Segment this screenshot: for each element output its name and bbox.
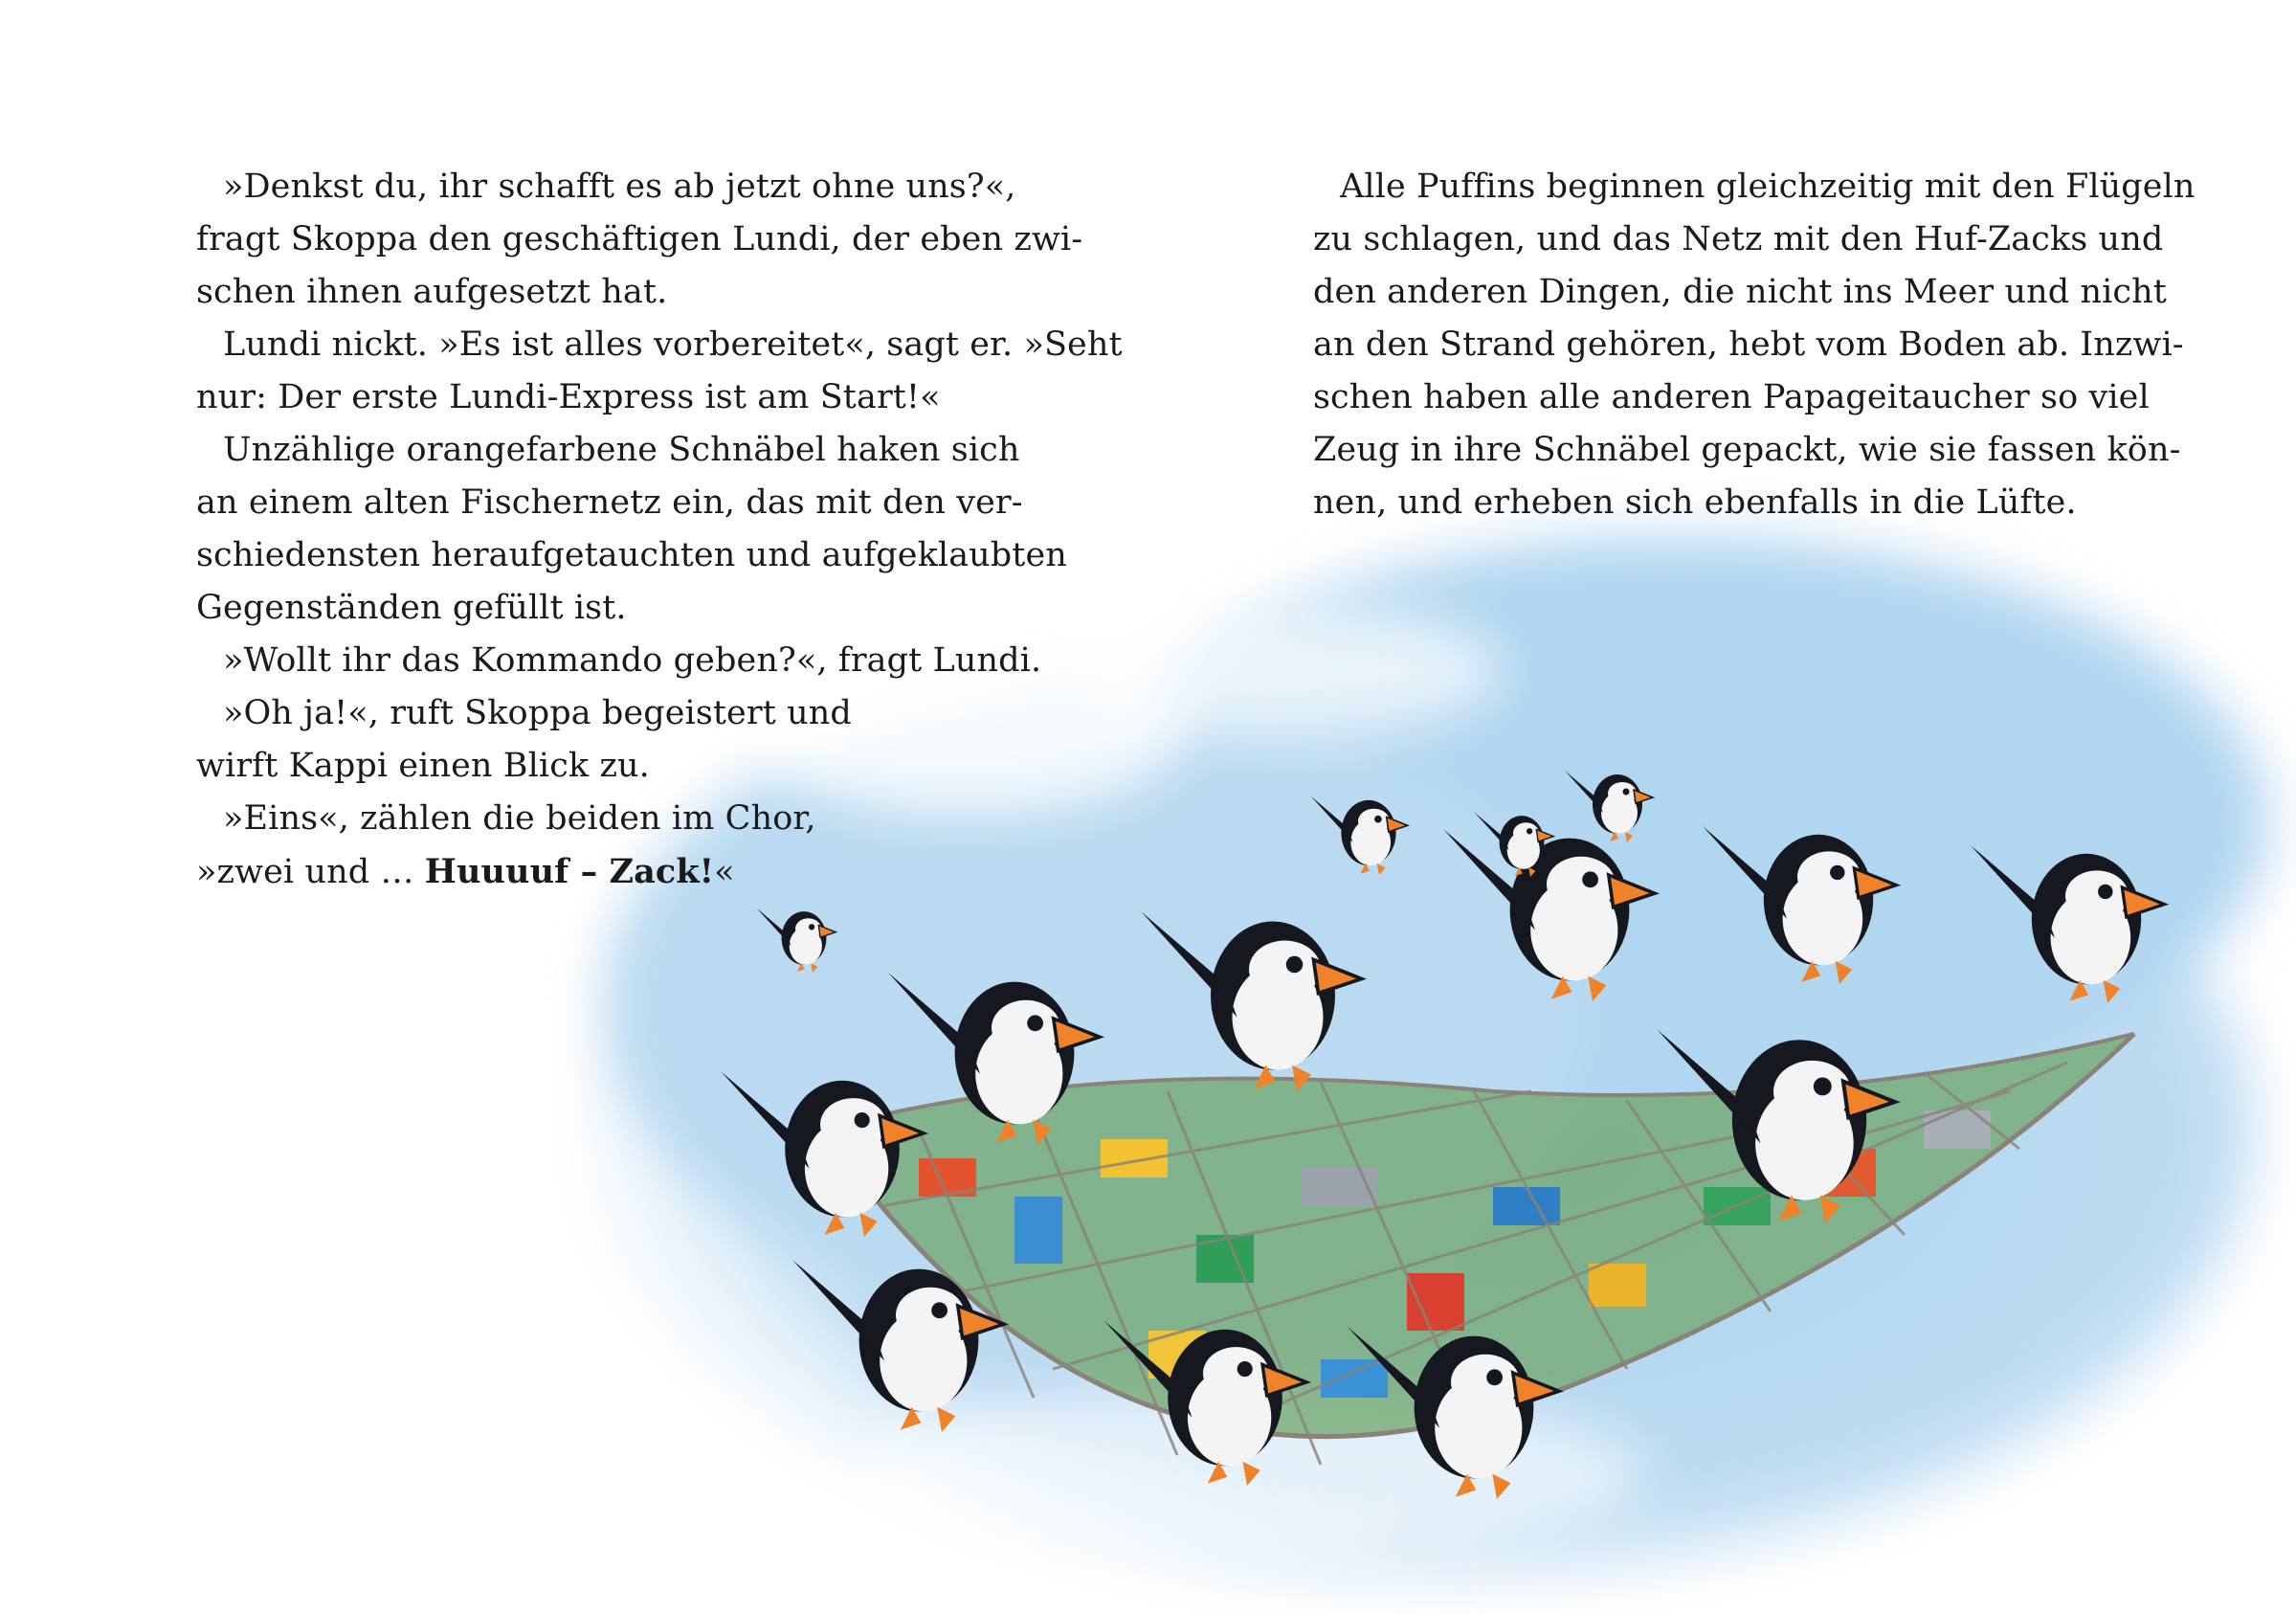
text-line: nur: Der erste Lundi-Express ist am Start!« — [196, 378, 941, 416]
text-line: »Eins«, zählen die beiden im Chor, — [223, 799, 816, 838]
right-page-text — [1313, 161, 2196, 529]
text-line: Zeug in ihre Schnäbel gepackt, wie sie fassen kön- — [1313, 431, 2181, 469]
text-line: fragt Skoppa den geschäftigen Lundi, der eben zwi- — [196, 220, 1083, 258]
text-line: an den Strand gehören, hebt vom Boden ab. Inzwi- — [1313, 325, 2184, 364]
text-line: schen ihnen aufgesetzt hat. — [196, 273, 668, 311]
text-line: Lundi nickt. »Es ist alles vorbereitet«, sagt er. »Seht — [223, 325, 1123, 364]
text-line: Gegenständen gefüllt ist. — [196, 589, 627, 627]
text-line: Unzählige orangefarbene Schnäbel haken sich — [223, 431, 1020, 469]
final-line-suffix: « — [714, 853, 735, 891]
text-line: schen haben alle anderen Papageitaucher so viel — [1313, 378, 2150, 416]
text-line: Alle Puffins beginnen gleichzeitig mit den Flügeln — [1340, 168, 2196, 206]
text-line: den anderen Dingen, die nicht ins Meer und nicht — [1313, 273, 2167, 311]
text-line: »Denkst du, ihr schafft es ab jetzt ohne uns?«, — [223, 168, 1016, 206]
text-line: wirft Kappi einen Blick zu. — [196, 747, 650, 785]
text-line: nen, und erheben sich ebenfalls in die Lüfte. — [1313, 483, 2077, 522]
final-line-prefix: »zwei und … — [196, 853, 425, 891]
text-line: »Oh ja!«, ruft Skoppa begeistert und — [223, 694, 852, 732]
text-line: schiedensten heraufgetauchten und aufgeklaubten — [196, 536, 1067, 574]
text-line: an einem alten Fischernetz ein, das mit den ver- — [196, 483, 1023, 522]
text-line-final — [196, 845, 1019, 899]
final-line-exclamation: Huuuuf – Zack! — [424, 852, 715, 891]
text-line: zu schlagen, und das Netz mit den Huf-Zacks und — [1313, 220, 2164, 258]
left-page-text — [196, 161, 1123, 899]
text-line: »Wollt ihr das Kommando geben?«, fragt Lundi. — [223, 641, 1042, 680]
